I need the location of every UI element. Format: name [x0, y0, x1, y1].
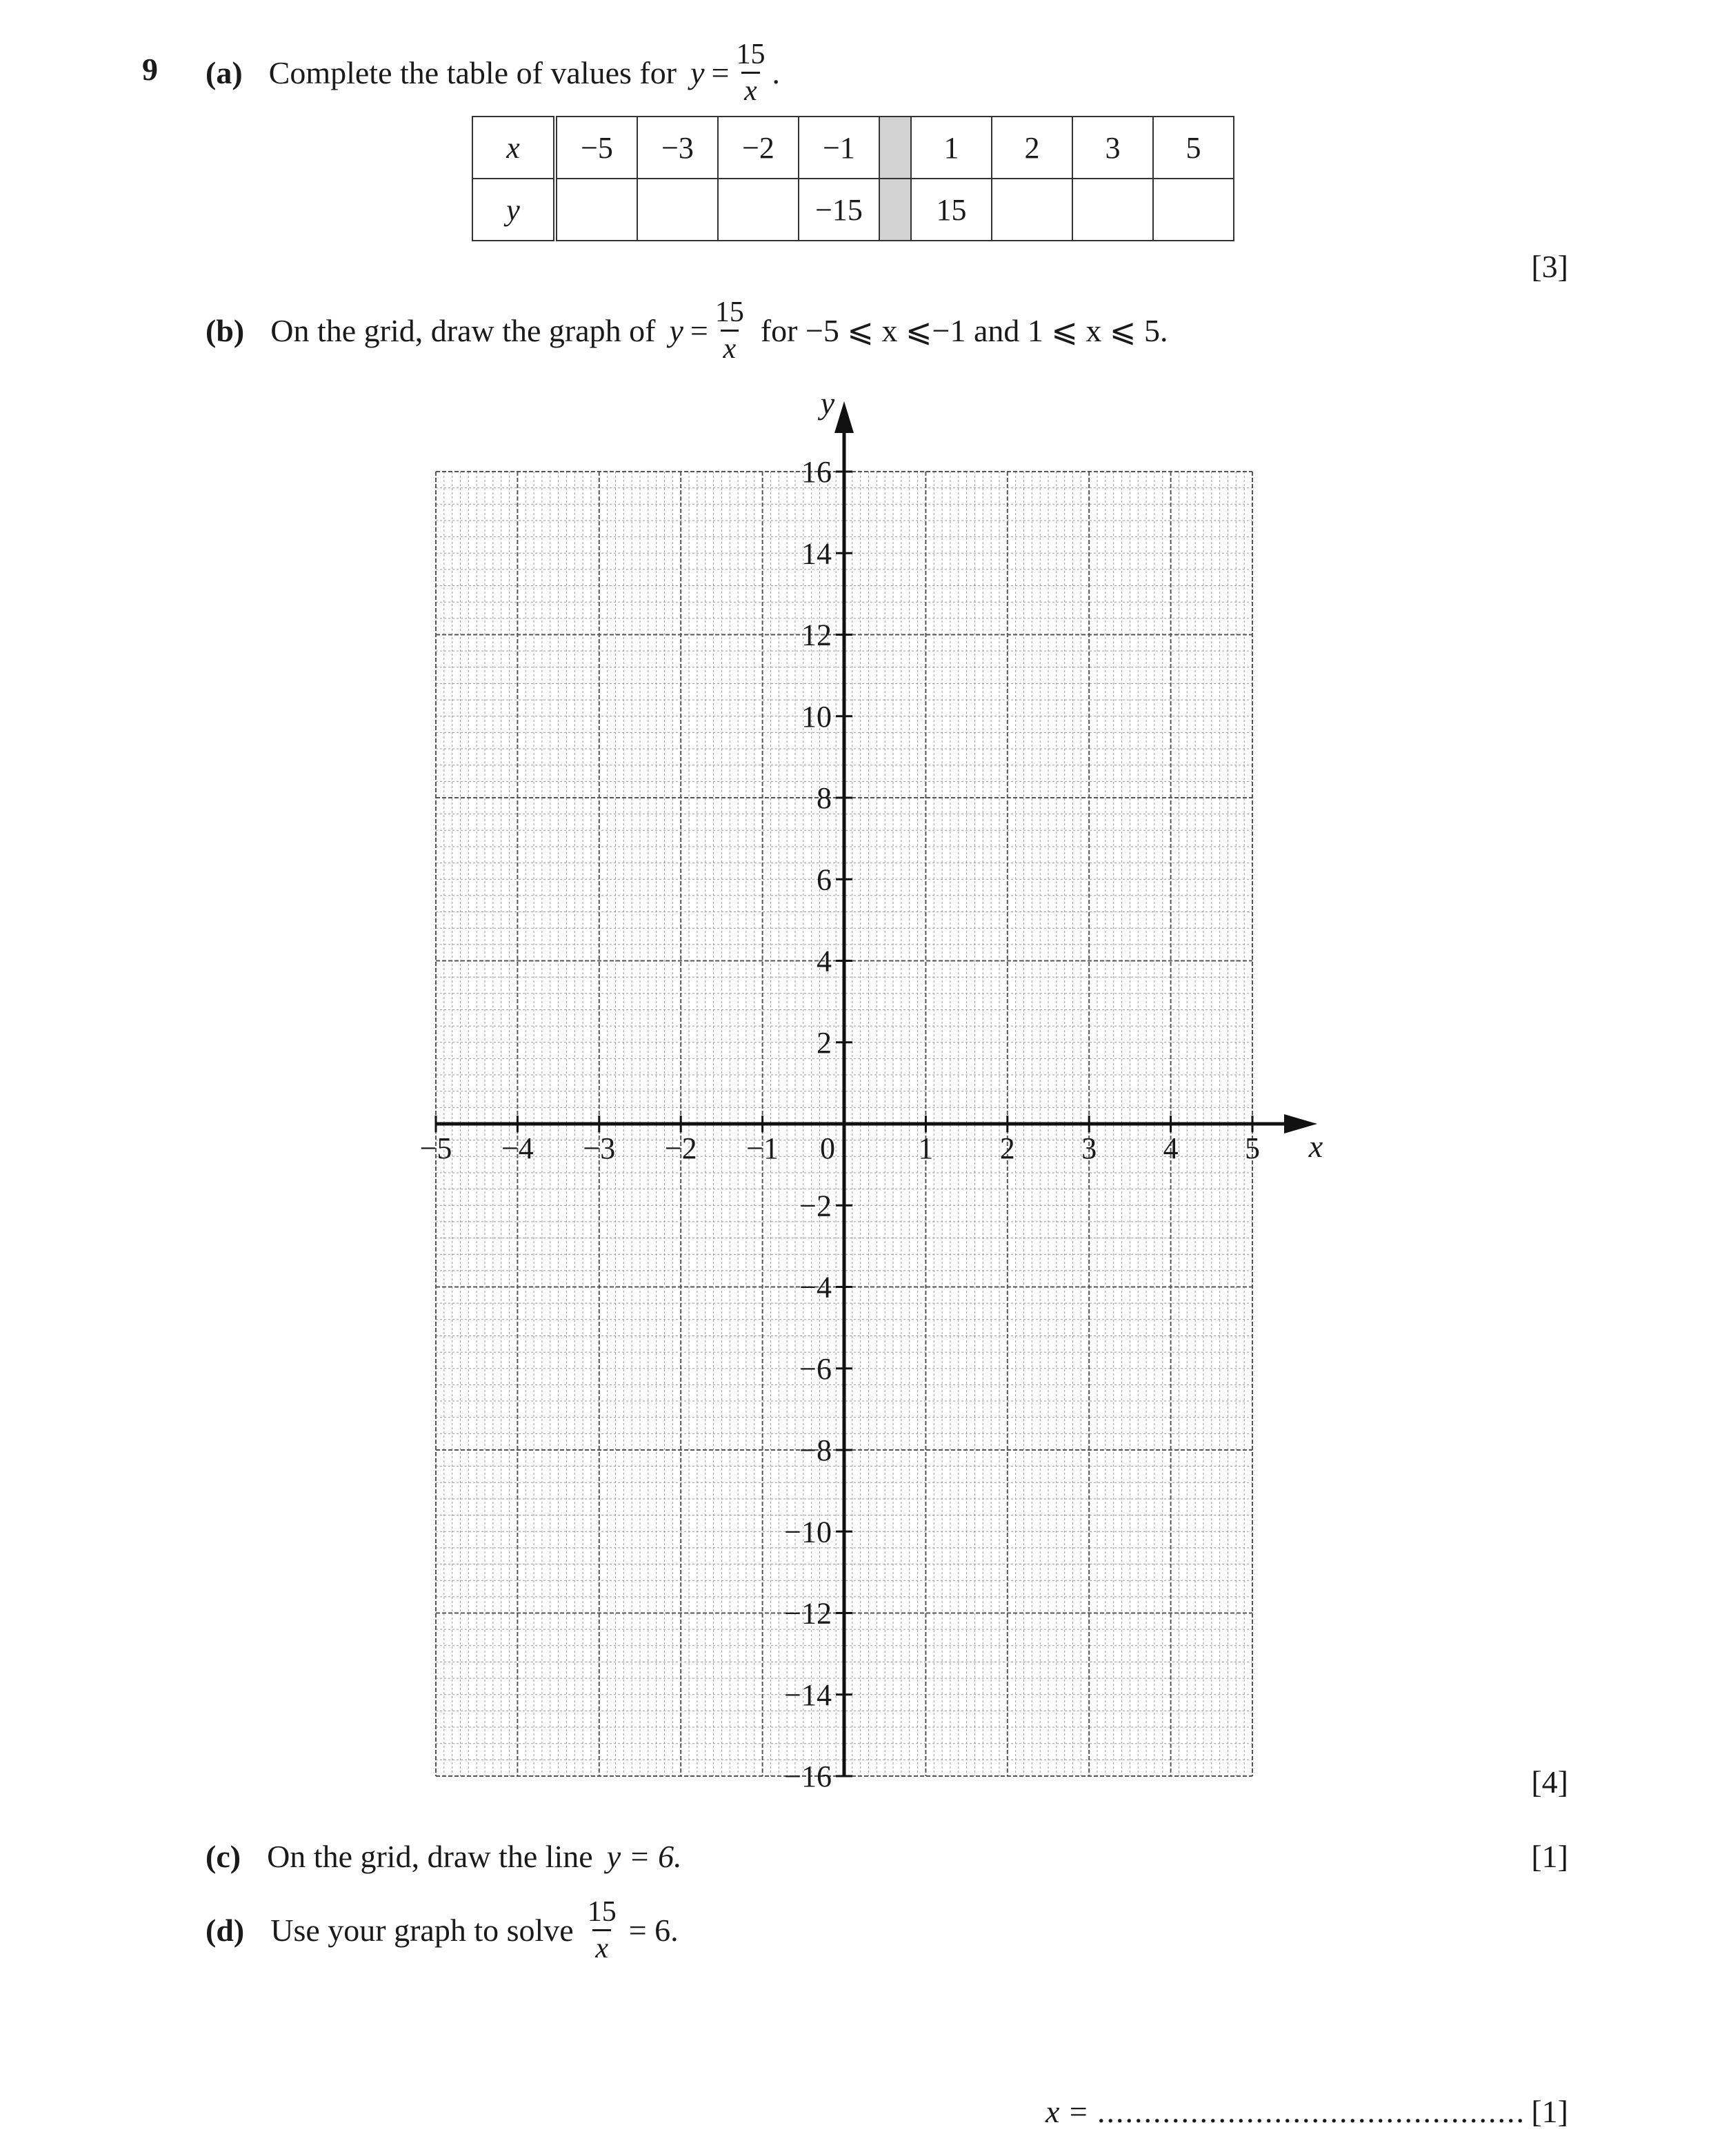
x-tick-label: 4 — [1163, 1131, 1179, 1165]
table-y-cell: −15 — [799, 179, 879, 241]
part-c-line — [206, 1841, 682, 1873]
part-b-fraction — [712, 298, 747, 363]
y-tick-label: −8 — [799, 1433, 832, 1467]
x-tick-label: −2 — [664, 1131, 697, 1165]
table-gap-cell — [879, 179, 911, 241]
part-a-line — [206, 40, 780, 105]
table-y-cell[interactable] — [992, 179, 1072, 241]
table-x-cell: 3 — [1072, 117, 1153, 179]
y-tick-label: 4 — [817, 944, 832, 978]
table-x-cell: 1 — [911, 117, 992, 179]
table-x-cell: 5 — [1153, 117, 1234, 179]
table-x-cell: 2 — [992, 117, 1072, 179]
part-d-fraction — [585, 1897, 619, 1963]
part-d-frac-den: x — [592, 1929, 611, 1963]
part-a-text: Complete the table of values for — [268, 54, 677, 90]
answer-prefix: x = — [1045, 2094, 1089, 2129]
part-b-label: (b) — [206, 312, 245, 348]
graph-grid[interactable] — [0, 372, 1379, 1806]
x-tick-label: 1 — [918, 1131, 934, 1165]
y-tick-label: −16 — [784, 1760, 832, 1793]
table-gap-cell — [879, 117, 911, 179]
part-d-marks: [1] — [1531, 2094, 1568, 2129]
part-d-eq-rest: = 6. — [628, 1912, 679, 1948]
x-tick-label: −1 — [746, 1131, 779, 1165]
y-tick-label: −12 — [784, 1596, 832, 1631]
table-y-cell[interactable] — [1072, 179, 1153, 241]
y-tick-label: 10 — [801, 699, 832, 734]
table-y-cell[interactable] — [718, 179, 799, 241]
table-y-cell: 15 — [911, 179, 992, 241]
y-tick-label: 14 — [801, 536, 832, 571]
table-x-cell: −1 — [799, 117, 879, 179]
y-axis-title: y — [820, 385, 835, 421]
part-b-text: On the grid, draw the graph of — [270, 312, 656, 348]
y-tick-label: 8 — [817, 781, 832, 815]
part-a-end: . — [772, 54, 780, 90]
table-y-cell[interactable] — [1153, 179, 1234, 241]
y-tick-label: −4 — [799, 1270, 832, 1304]
y-tick-label: −6 — [799, 1351, 832, 1386]
x-tick-label: −5 — [419, 1131, 452, 1165]
y-tick-label: −2 — [799, 1189, 832, 1223]
values-table — [472, 116, 1234, 241]
part-b-eq-sign: = — [690, 312, 708, 348]
part-c-marks: [1] — [1531, 1839, 1568, 1874]
y-tick-label: 6 — [817, 863, 832, 897]
part-b-frac-den: x — [721, 330, 739, 363]
table-y-header: y — [472, 179, 555, 241]
part-b-frac-num: 15 — [714, 296, 744, 328]
table-x-cell: −3 — [637, 117, 718, 179]
table-y-cell[interactable] — [637, 179, 718, 241]
part-a-frac-den: x — [741, 72, 760, 105]
part-a-marks: [3] — [1531, 249, 1568, 284]
x-tick-label: 3 — [1081, 1131, 1097, 1165]
part-a-label: (a) — [206, 54, 243, 90]
table-x-cell: −5 — [555, 117, 637, 179]
x-tick-label: 0 — [820, 1131, 835, 1165]
x-tick-label: 2 — [999, 1131, 1015, 1165]
y-axis-arrow — [834, 401, 854, 433]
y-tick-label: 12 — [801, 618, 832, 652]
part-b-line — [206, 298, 1168, 363]
y-tick-label: 16 — [801, 455, 832, 489]
part-c-text: On the grid, draw the line — [267, 1839, 593, 1874]
part-b-marks: [4] — [1531, 1764, 1568, 1800]
part-c-eq: y = 6. — [606, 1839, 682, 1874]
part-a-eq-sign: = — [711, 54, 730, 90]
y-tick-label: 2 — [817, 1025, 832, 1060]
part-b-eq-var: y — [669, 312, 683, 348]
part-c-label: (c) — [206, 1839, 241, 1874]
part-d-frac-num: 15 — [587, 1896, 617, 1928]
part-b-range: for −5 ⩽ x ⩽−1 and 1 ⩽ x ⩽ 5. — [760, 312, 1168, 348]
table-row-y — [472, 179, 1234, 241]
table-x-header: x — [472, 117, 555, 179]
part-a-eq-var: y — [690, 54, 705, 90]
table-row-x — [472, 117, 1234, 179]
table-x-cell: −2 — [718, 117, 799, 179]
answer-field[interactable]: .............................................. — [1097, 2094, 1525, 2129]
part-d-text: Use your graph to solve — [270, 1912, 574, 1948]
part-d-label: (d) — [206, 1912, 245, 1948]
table-y-cell[interactable] — [555, 179, 637, 241]
question-number: 9 — [142, 52, 158, 87]
answer-line — [1045, 2096, 1525, 2128]
part-a-frac-num: 15 — [736, 39, 766, 70]
x-axis-title: x — [1308, 1129, 1323, 1164]
part-d-line — [206, 1897, 679, 1963]
x-tick-label: 5 — [1245, 1131, 1260, 1165]
part-a-fraction — [733, 40, 768, 105]
axis-tick-labels — [420, 385, 1323, 1793]
x-tick-label: −3 — [583, 1131, 616, 1165]
x-tick-label: −4 — [501, 1131, 534, 1165]
y-tick-label: −10 — [784, 1515, 832, 1549]
y-tick-label: −14 — [784, 1678, 832, 1712]
